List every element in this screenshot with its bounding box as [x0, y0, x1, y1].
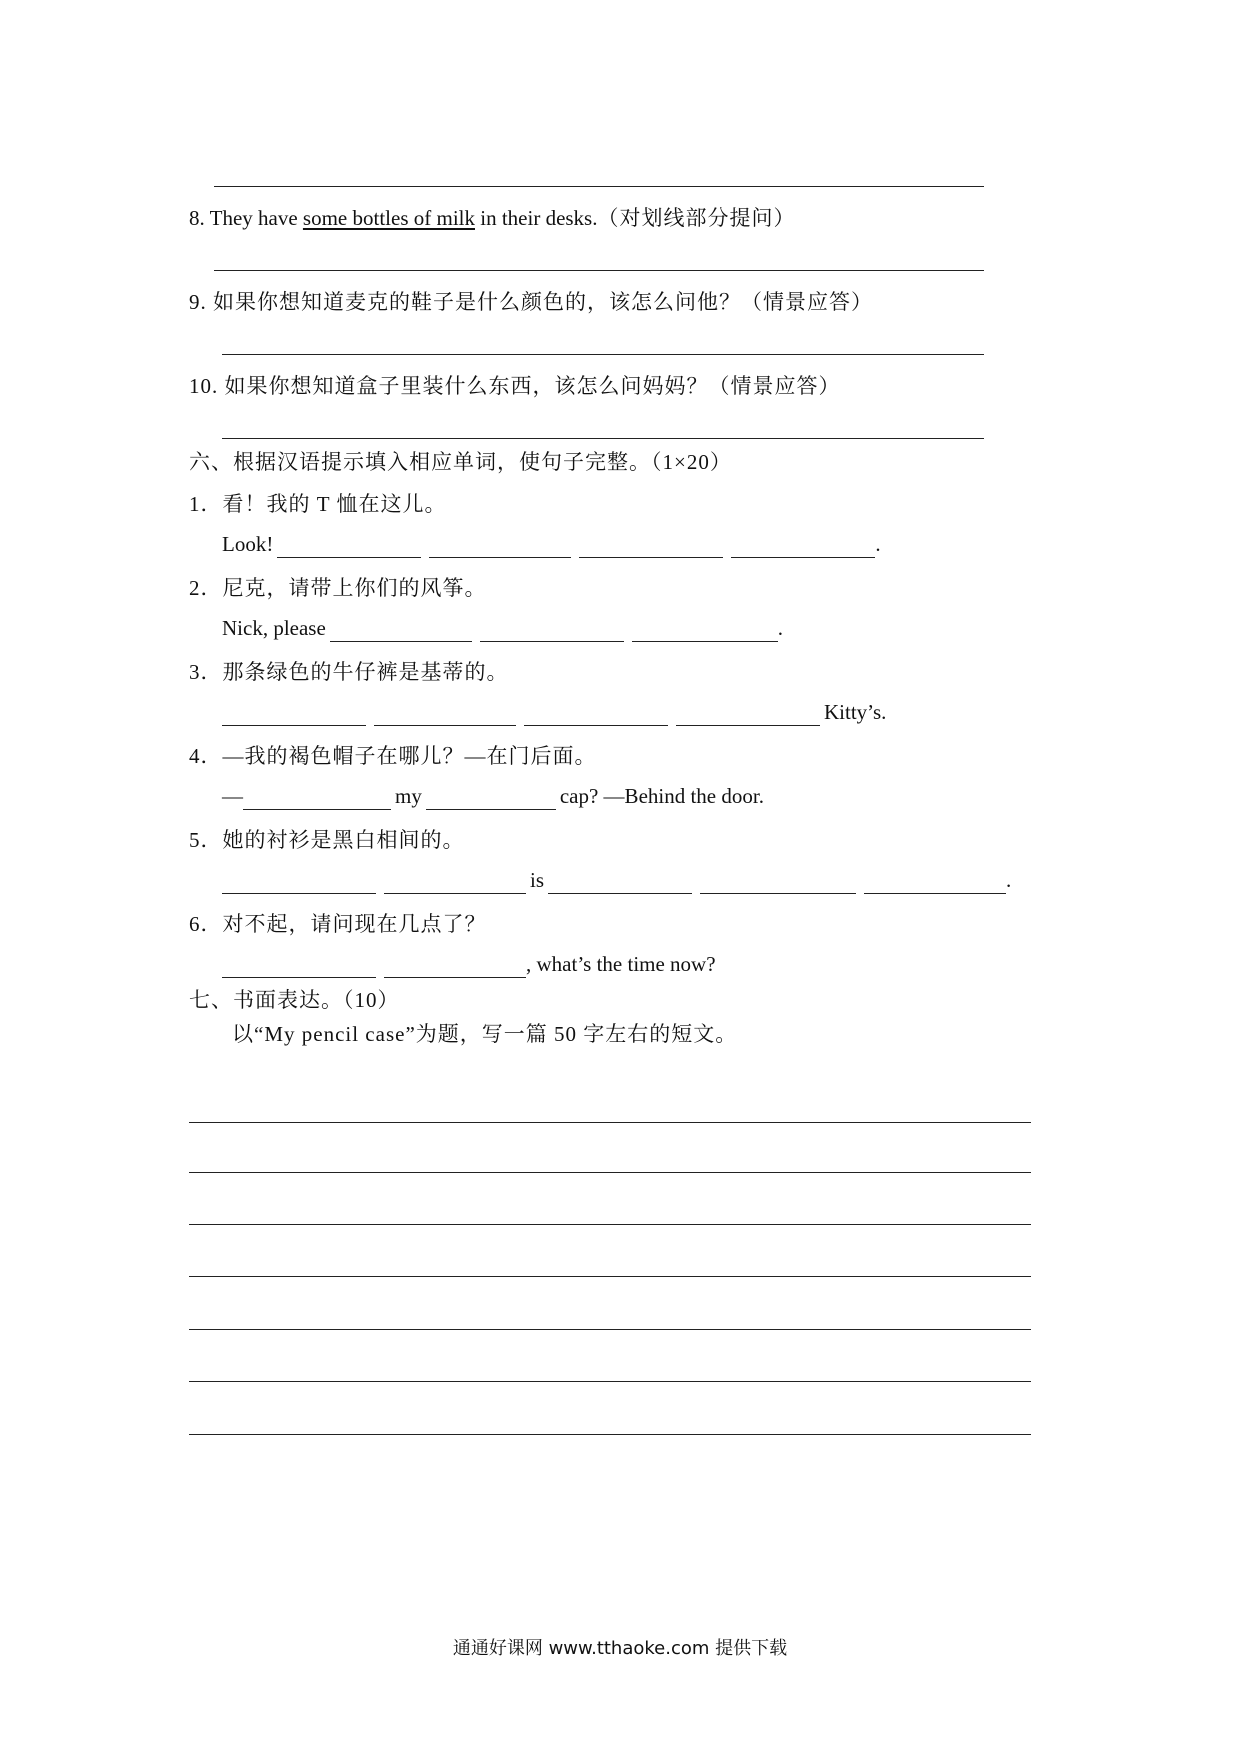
- q8-instruction: （对划线部分提问）: [597, 206, 796, 230]
- section-7-title: 七、书面表达。（10）: [189, 988, 400, 1012]
- writing-line[interactable]: [189, 1224, 1031, 1225]
- s6-item-4-prompt: 4．—我的褐色帽子在哪儿？—在门后面。: [189, 744, 597, 768]
- section-7-instruction: 以“My pencil case”为题，写一篇 50 字左右的短文。: [232, 1022, 738, 1046]
- s6-item-5-prompt: 5．她的衬衫是黑白相间的。: [189, 828, 465, 852]
- blank[interactable]: [429, 537, 571, 558]
- s6-item-2-end: .: [777, 616, 784, 640]
- s6-item-4-mid2: cap? —Behind the door.: [559, 784, 764, 808]
- q10-number: 10.: [189, 374, 219, 398]
- blank[interactable]: [374, 705, 516, 726]
- s6-item-4-answer: [222, 782, 764, 810]
- q10-text: 如果你想知道盒子里装什么东西，该怎么问妈妈？（情景应答）: [224, 374, 841, 398]
- question-10: [189, 372, 841, 400]
- s6-item-1-end: .: [875, 532, 881, 556]
- q8-post: in their desks.: [480, 206, 598, 230]
- blank[interactable]: [548, 873, 692, 894]
- s6-item-4-mid1: my: [395, 784, 422, 808]
- s6-item-4-dash: —: [222, 784, 243, 808]
- s6-item-3-answer: [218, 698, 886, 726]
- answer-line-q7: [214, 186, 984, 187]
- section-6-title: 六、根据汉语提示填入相应单词，使句子完整。（1×20）: [189, 450, 732, 474]
- s6-item-3-tail: Kitty’s.: [824, 700, 887, 724]
- answer-line-q9[interactable]: [222, 354, 984, 355]
- answer-line-q8[interactable]: [214, 270, 984, 271]
- writing-line[interactable]: [189, 1434, 1031, 1435]
- s6-item-6-answer: [218, 950, 716, 978]
- s6-item-2-answer: [222, 614, 783, 642]
- blank[interactable]: [384, 873, 526, 894]
- blank[interactable]: [524, 705, 668, 726]
- blank[interactable]: [700, 873, 856, 894]
- blank[interactable]: [222, 957, 376, 978]
- blank[interactable]: [330, 621, 472, 642]
- blank[interactable]: [384, 957, 526, 978]
- s6-item-2-prompt: 2．尼克，请带上你们的风筝。: [189, 576, 487, 600]
- s6-item-5-mid: is: [530, 868, 545, 892]
- blank[interactable]: [243, 789, 391, 810]
- s6-item-6-tail: , what’s the time now?: [526, 952, 716, 976]
- writing-line[interactable]: [189, 1172, 1031, 1173]
- writing-line[interactable]: [189, 1276, 1031, 1277]
- q8-number: 8.: [189, 206, 205, 230]
- blank[interactable]: [480, 621, 624, 642]
- blank[interactable]: [864, 873, 1006, 894]
- writing-line[interactable]: [189, 1329, 1031, 1330]
- q8-pre: They have: [209, 206, 298, 230]
- blank[interactable]: [222, 705, 366, 726]
- blank[interactable]: [426, 789, 556, 810]
- s6-item-1-prompt: 1．看！我的 T 恤在这儿。: [189, 492, 447, 516]
- blank[interactable]: [632, 621, 778, 642]
- blank[interactable]: [731, 537, 875, 558]
- blank[interactable]: [222, 873, 376, 894]
- answer-line-q10[interactable]: [222, 438, 984, 439]
- blank[interactable]: [579, 537, 723, 558]
- q9-text: 如果你想知道麦克的鞋子是什么颜色的，该怎么问他？（情景应答）: [213, 290, 873, 314]
- writing-line[interactable]: [189, 1381, 1031, 1382]
- footer-credit: 通通好课网 www.tthaoke.com 提供下载: [452, 1638, 788, 1659]
- question-8: [189, 204, 795, 232]
- blank[interactable]: [676, 705, 820, 726]
- writing-line[interactable]: [189, 1122, 1031, 1123]
- s6-item-1-lead: Look!: [222, 532, 274, 556]
- s6-item-1-answer: [222, 530, 881, 558]
- q9-number: 9.: [189, 290, 207, 314]
- s6-item-6-prompt: 6．对不起，请问现在几点了？: [189, 912, 487, 936]
- blank[interactable]: [277, 537, 421, 558]
- question-9: [189, 288, 873, 316]
- s6-item-5-end: .: [1006, 868, 1012, 892]
- s6-item-2-lead: Nick, please: [222, 616, 326, 640]
- q8-underlined: some bottles of milk: [302, 206, 475, 230]
- s6-item-5-answer: [218, 866, 1011, 894]
- s6-item-3-prompt: 3．那条绿色的牛仔裤是基蒂的。: [189, 660, 509, 684]
